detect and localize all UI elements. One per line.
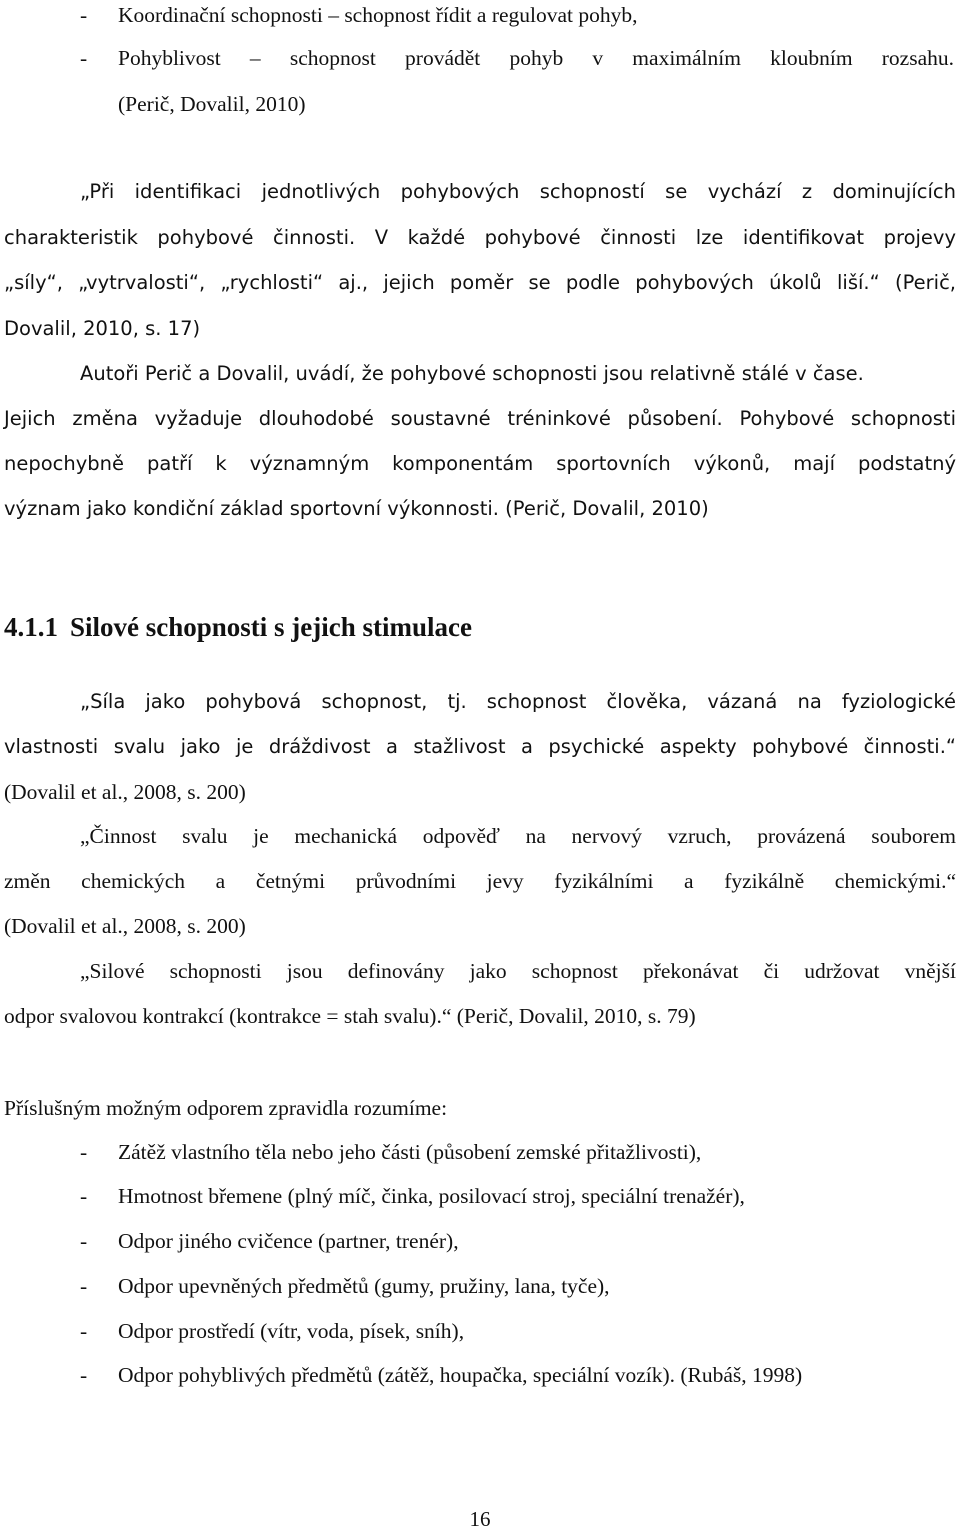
list-intro: Příslušným možným odporem zpravidla rozumíme: (4, 1096, 448, 1120)
bullet-dash: - (80, 1184, 88, 1208)
citation: (Perič, Dovalil, 2010) (118, 92, 306, 116)
paragraph-line: (Dovalil et al., 2008, s. 200) (4, 914, 246, 938)
paragraph-line: význam jako kondiční základ sportovní výkonnosti. (Perič, Dovalil, 2010) (4, 497, 709, 520)
bullet-item: Odpor pohyblivých předmětů (zátěž, houpačka, speciální vozík). (Rubáš, 1998) (118, 1363, 803, 1387)
paragraph-line: odpor svalovou kontrakcí (kontrakce = stah svalu).“ (Perič, Dovalil, 2010, s. 79) (4, 1004, 696, 1028)
paragraph-line: nepochybně patří k významným komponentám sportovních výkonů, mají podstatný (4, 452, 956, 475)
bullet-dash: - (80, 1274, 88, 1298)
bullet-item: Hmotnost břemene (plný míč, činka, posilovací stroj, speciální trenažér), (118, 1184, 745, 1208)
paragraph-line: Dovalil, 2010, s. 17) (4, 317, 201, 340)
paragraph-line: „Činnost svalu je mechanická odpověď na nervový vzruch, provázená souborem (80, 824, 956, 848)
paragraph-line: charakteristik pohybové činnosti. V každé pohybové činnosti lze identifikovat projevy (4, 226, 956, 249)
paragraph-line: (Dovalil et al., 2008, s. 200) (4, 780, 246, 804)
bullet-item: Odpor upevněných předmětů (gumy, pružiny, lana, tyče), (118, 1274, 610, 1298)
paragraph-line: Autoři Perič a Dovalil, uvádí, že pohybové schopnosti jsou relativně stálé v čase. (80, 362, 864, 385)
bullet-item: Koordinační schopnosti – schopnost řídit a regulovat pohyb, (118, 3, 638, 27)
section-number: 4.1.1 (4, 612, 58, 642)
paragraph-line: „Síla jako pohybová schopnost, tj. schopnost člověka, vázaná na fyziologické (80, 690, 956, 713)
paragraph-line: Jejich změna vyžaduje dlouhodobé soustavné tréninkové působení. Pohybové schopnosti (4, 407, 956, 430)
page-number: 16 (469, 1507, 491, 1531)
bullet-item: Zátěž vlastního těla nebo jeho části (působení zemské přitažlivosti), (118, 1140, 702, 1164)
bullet-dash: - (80, 1140, 88, 1164)
bullet-dash: - (80, 1363, 88, 1387)
paragraph-line: vlastnosti svalu jako je dráždivost a stažlivost a psychické aspekty pohybové činnosti.“ (4, 735, 956, 758)
section-heading (4, 610, 472, 644)
bullet-dash: - (80, 1319, 88, 1343)
paragraph-line: „Při identifikaci jednotlivých pohybových schopností se vychází z dominujících (80, 180, 956, 203)
bullet-dash: - (80, 46, 88, 70)
paragraph-line: „síly“, „vytrvalosti“, „rychlosti“ aj., jejich poměr se podle pohybových úkolů liší.“ (Perič, (4, 271, 956, 294)
bullet-item: Odpor prostředí (vítr, voda, písek, sníh), (118, 1319, 465, 1343)
paragraph-line: „Silové schopnosti jsou definovány jako schopnost překonávat či udržovat vnější (80, 959, 956, 983)
bullet-item: Odpor jiného cvičence (partner, trenér), (118, 1229, 459, 1253)
bullet-dash: - (80, 3, 88, 27)
section-title: Silové schopnosti s jejich stimulace (70, 612, 472, 642)
paragraph-line: změn chemických a četnými průvodními jevy fyzikálními a fyzikálně chemickými.“ (4, 869, 956, 893)
bullet-item: Pohyblivost – schopnost provádět pohyb v maximálním kloubním rozsahu. (118, 46, 954, 70)
bullet-dash: - (80, 1229, 88, 1253)
